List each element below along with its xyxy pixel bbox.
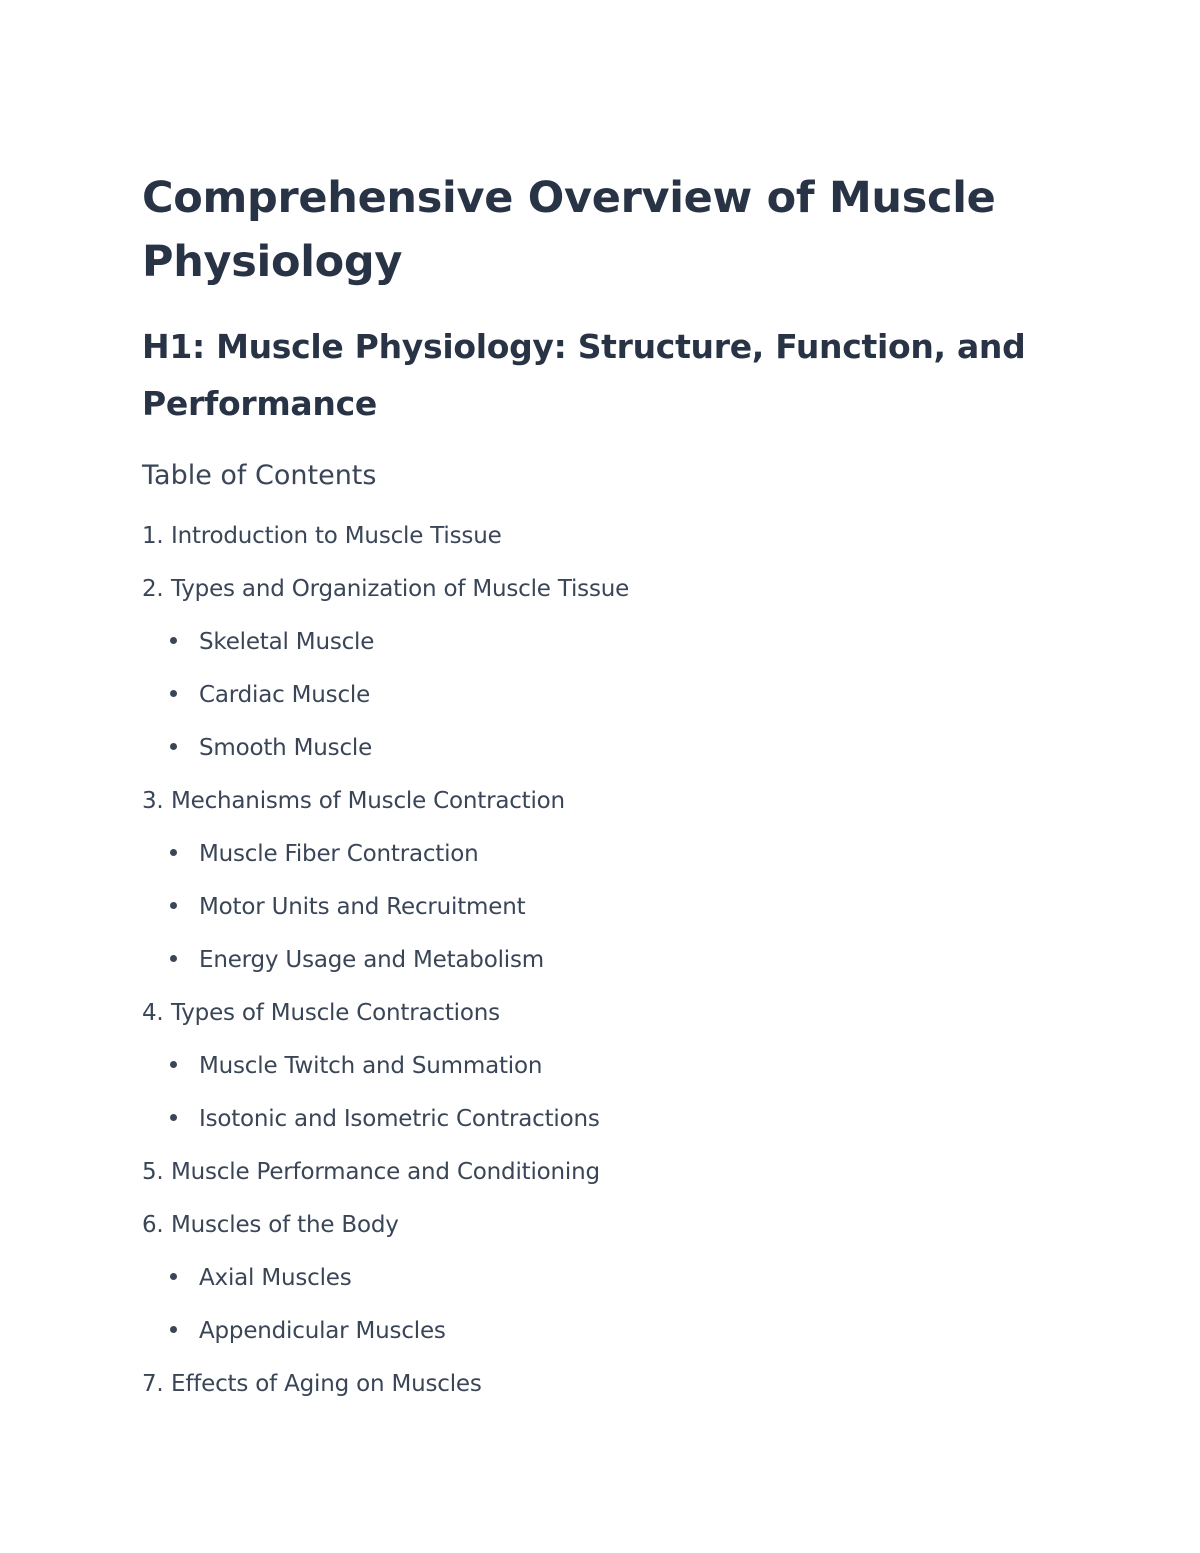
bullet-icon xyxy=(170,1326,177,1333)
toc-subitem-label: Energy Usage and Metabolism xyxy=(199,947,544,973)
toc-item-label: Types of Muscle Contractions xyxy=(171,1000,500,1026)
toc-subitem xyxy=(142,616,1082,669)
toc-subitem-label: Muscle Fiber Contraction xyxy=(199,841,479,867)
toc-item-number: 6. xyxy=(142,1212,164,1238)
toc-subitem xyxy=(142,1305,1082,1358)
bullet-icon xyxy=(170,955,177,962)
toc-subitem-label: Cardiac Muscle xyxy=(199,682,371,708)
toc-subitem xyxy=(142,934,1082,987)
toc-sublist xyxy=(142,828,1082,987)
toc-item-number: 2. xyxy=(142,576,164,602)
toc-subitem-label: Axial Muscles xyxy=(199,1265,352,1291)
section-heading: H1: Muscle Physiology: Structure, Function, and Performance xyxy=(142,327,1026,423)
toc-subitem-label: Appendicular Muscles xyxy=(199,1318,446,1344)
bullet-icon xyxy=(170,637,177,644)
toc-item-number: 3. xyxy=(142,788,164,814)
toc-subitem-label: Motor Units and Recruitment xyxy=(199,894,526,920)
toc-item xyxy=(142,563,1082,616)
toc-subitem xyxy=(142,1040,1082,1093)
toc-subitem xyxy=(142,669,1082,722)
toc-item xyxy=(142,510,1082,563)
toc-item-number: 1. xyxy=(142,523,164,549)
toc-item-label: Types and Organization of Muscle Tissue xyxy=(171,576,630,602)
toc-item-number: 5. xyxy=(142,1159,164,1185)
toc-heading: Table of Contents xyxy=(142,460,377,491)
bullet-icon xyxy=(170,690,177,697)
toc-subitem-label: Muscle Twitch and Summation xyxy=(199,1053,543,1079)
bullet-icon xyxy=(170,1061,177,1068)
bullet-icon xyxy=(170,743,177,750)
bullet-icon xyxy=(170,849,177,856)
toc-item xyxy=(142,1146,1082,1199)
bullet-icon xyxy=(170,1273,177,1280)
table-of-contents xyxy=(142,510,1082,1411)
toc-subitem xyxy=(142,722,1082,775)
toc-item xyxy=(142,987,1082,1040)
toc-subitem xyxy=(142,828,1082,881)
toc-subitem xyxy=(142,1093,1082,1146)
toc-subitem-label: Smooth Muscle xyxy=(199,735,373,761)
toc-item-number: 4. xyxy=(142,1000,164,1026)
document-page xyxy=(142,166,1082,1411)
toc-subitem-label: Isotonic and Isometric Contractions xyxy=(199,1106,600,1132)
toc-item-label: Introduction to Muscle Tissue xyxy=(171,523,502,549)
toc-item xyxy=(142,775,1082,828)
toc-sublist xyxy=(142,1252,1082,1358)
toc-sublist xyxy=(142,616,1082,775)
toc-item xyxy=(142,1199,1082,1252)
toc-sublist xyxy=(142,1040,1082,1146)
toc-item-label: Muscles of the Body xyxy=(171,1212,399,1238)
toc-item xyxy=(142,1358,1082,1411)
toc-subitem-label: Skeletal Muscle xyxy=(199,629,375,655)
toc-subitem xyxy=(142,881,1082,934)
toc-item-label: Muscle Performance and Conditioning xyxy=(171,1159,600,1185)
toc-item-label: Mechanisms of Muscle Contraction xyxy=(171,788,565,814)
document-title: Comprehensive Overview of Muscle Physiology xyxy=(142,173,996,287)
toc-item-label: Effects of Aging on Muscles xyxy=(171,1371,482,1397)
bullet-icon xyxy=(170,902,177,909)
toc-subitem xyxy=(142,1252,1082,1305)
toc-item-number: 7. xyxy=(142,1371,164,1397)
bullet-icon xyxy=(170,1114,177,1121)
